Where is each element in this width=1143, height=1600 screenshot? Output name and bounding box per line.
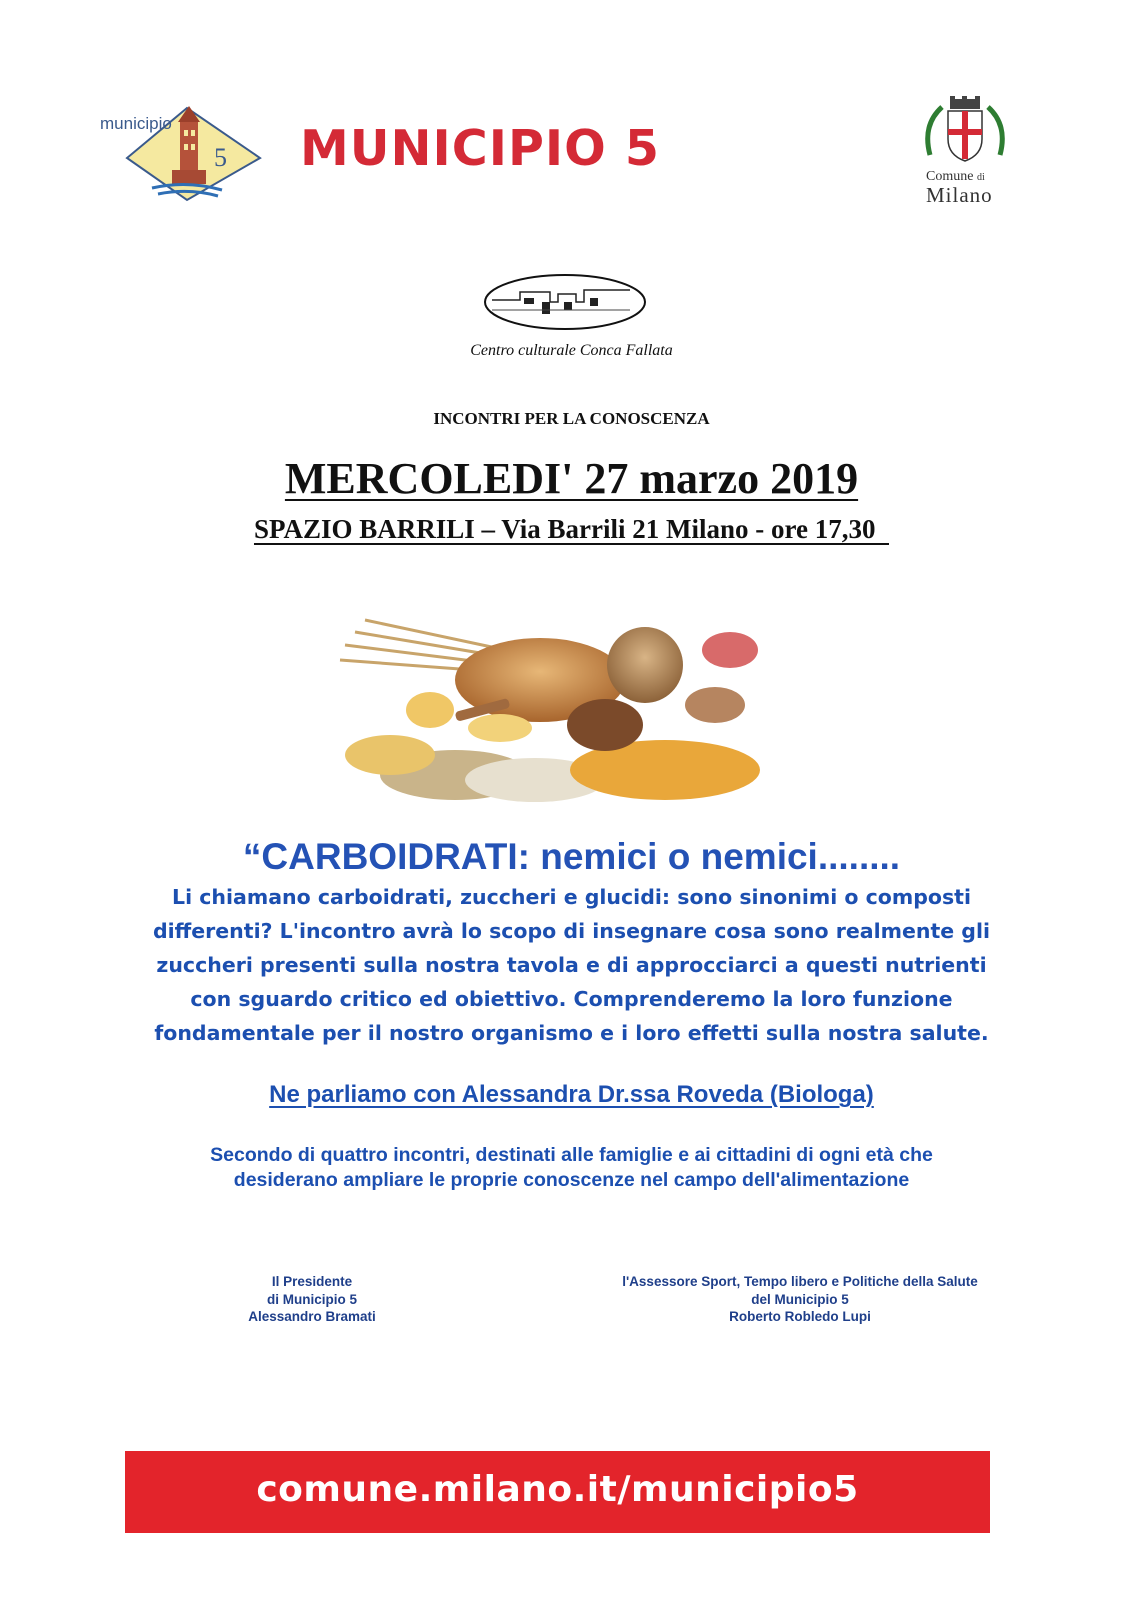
talk-title: “CARBOIDRATI: nemici o nemici........ bbox=[242, 836, 901, 877]
talk-description: Li chiamano carboidrati, zuccheri e glucidi: sono sinonimi o composti differenti? L'incontro avrà lo scopo di insegnare cosa sono realmente gli zuccheri presenti sulla nostra tavola e di approcciarci a questi nutrienti con sguardo critico ed obiettivo. Comprenderemo la loro funzione fondamentale per il nostro organismo e i loro effetti sulla nostra salute. bbox=[152, 885, 991, 1045]
municipio-logo-word: municipio bbox=[100, 114, 172, 133]
event-place: SPAZIO BARRILI – Via Barrili 21 Milano - ore 17,30 bbox=[253, 514, 889, 544]
carbohydrate-foods-image bbox=[335, 610, 775, 810]
di-word: di bbox=[976, 172, 985, 183]
conca-fallata-building-icon bbox=[480, 272, 650, 332]
series-note: Secondo di quattro incontri, destinati alle famiglie e ai cittadini di ogni età che desiderano ampliare le proprie conoscenze nel campo dell'alimentazione bbox=[210, 1144, 933, 1191]
venue-caption: Centro culturale Conca Fallata bbox=[470, 342, 673, 359]
footer-banner bbox=[125, 1451, 990, 1533]
event-date: MERCOLEDI' 27 marzo 2019 bbox=[284, 454, 859, 503]
comune-milano-logo bbox=[920, 95, 1020, 215]
bread-pasta-grains-icon bbox=[335, 610, 775, 810]
comune-word: Comune bbox=[926, 169, 974, 184]
svg-text:5: 5 bbox=[214, 143, 227, 172]
speaker-line: Ne parliamo con Alessandra Dr.ssa Roveda (Biologa) bbox=[269, 1081, 874, 1108]
signature-president: Il Presidente di Municipio 5 Alessandro Bramati bbox=[248, 1274, 376, 1324]
series-title: INCONTRI PER LA CONOSCENZA bbox=[433, 409, 710, 428]
footer-url[interactable]: comune.milano.it/municipio5 bbox=[256, 1469, 859, 1510]
milano-word: Milano bbox=[926, 183, 993, 207]
page-title: MUNICIPIO 5 bbox=[300, 120, 660, 177]
signature-assessore: l'Assessore Sport, Tempo libero e Politiche della Salute del Municipio 5 Roberto Robledo Lupi bbox=[622, 1274, 978, 1324]
conca-fallata-logo bbox=[480, 272, 650, 332]
milano-coat-of-arms-icon bbox=[920, 95, 1010, 167]
municipio5-logo bbox=[92, 100, 272, 210]
